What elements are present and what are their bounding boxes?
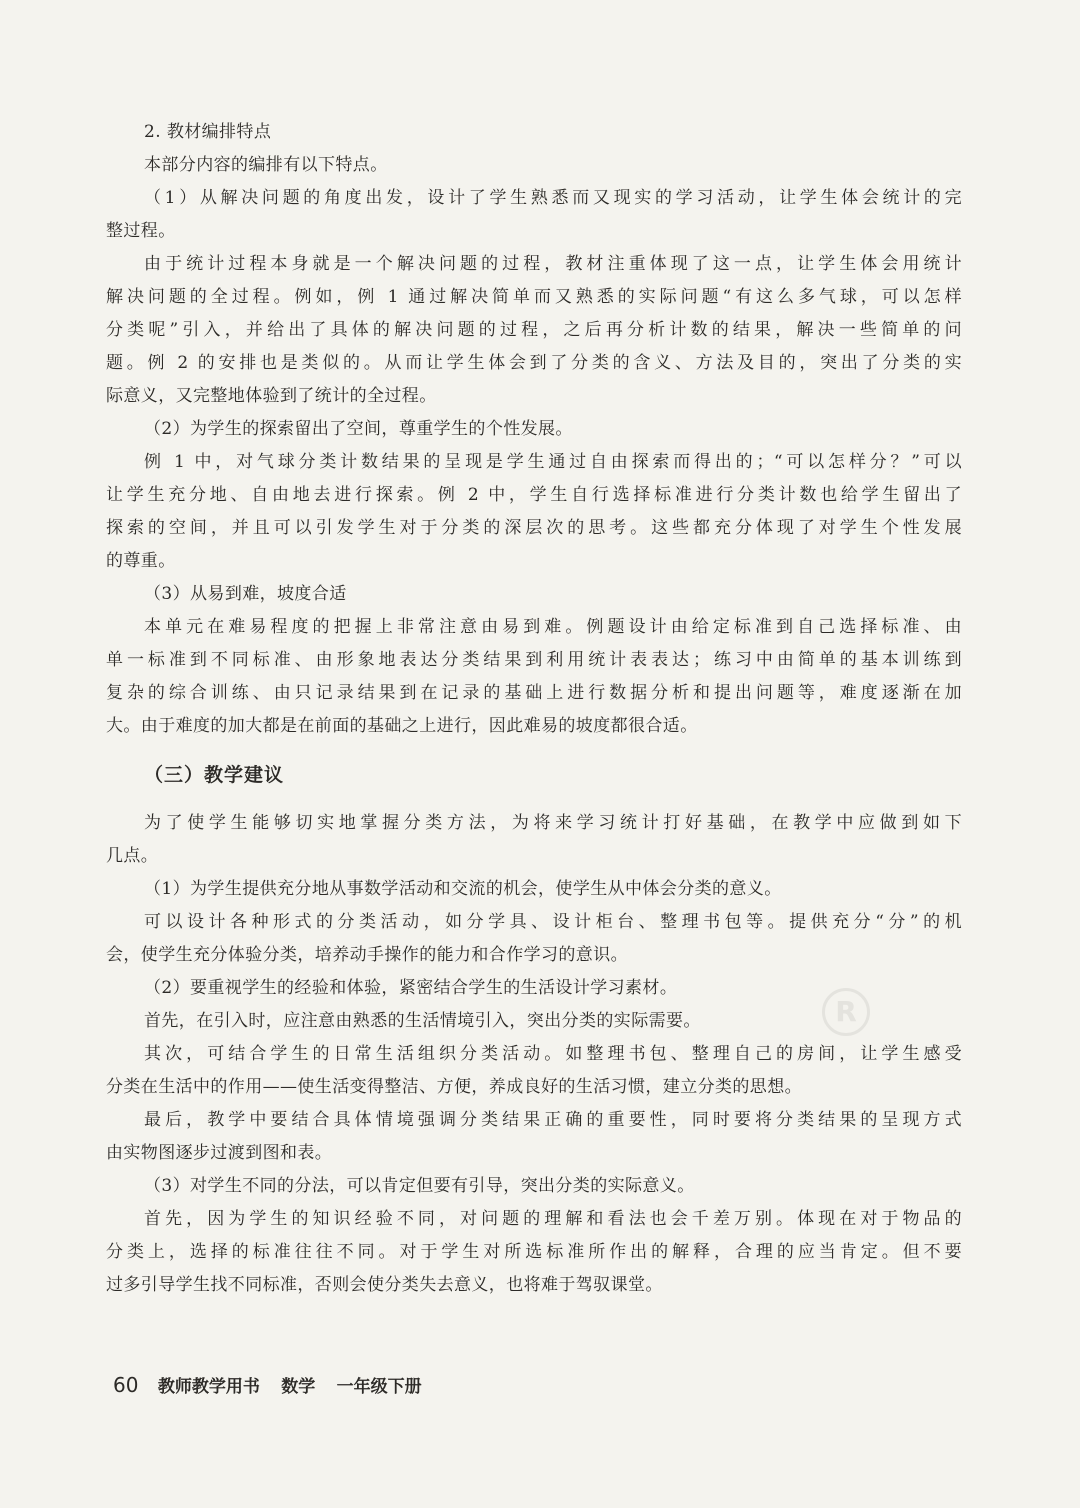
text-line: 为了使学生能够切实地掌握分类方法，为将来学习统计打好基础，在教学中应做到如下	[144, 813, 962, 833]
page-number: 60	[113, 1373, 139, 1397]
text-line: （1）为学生提供充分地从事数学活动和交流的机会，使学生从中体会分类的意义。	[144, 879, 782, 899]
paragraph-point-3-detail	[106, 611, 962, 743]
text-line: 题。例 2 的安排也是类似的。从而让学生体会到了分类的含义、方法及目的，突出了分类的实	[106, 353, 962, 373]
text-line: 际意义，又完整地体验到了统计的全过程。	[106, 386, 437, 406]
paragraph-suggestion-3	[106, 1170, 962, 1203]
text-line: 分类在生活中的作用——使生活变得整洁、方便，养成良好的生活习惯，建立分类的思想。	[106, 1077, 802, 1097]
text-line: （1）从解决问题的角度出发，设计了学生熟悉而又现实的学习活动，让学生体会统计的完	[144, 188, 962, 208]
paragraph-point-2-detail	[106, 446, 962, 578]
paragraph-suggestion-1-detail	[106, 906, 962, 972]
text-line: 例 1 中，对气球分类计数结果的呈现是学生通过自由探索而得出的；“可以怎样分？”可以	[144, 452, 962, 472]
text-line: 首先，在引入时，应注意由熟悉的生活情境引入，突出分类的实际需要。	[144, 1011, 701, 1031]
paragraph-suggestion-2-last	[106, 1104, 962, 1170]
subsection-title: 2. 教材编排特点	[144, 122, 272, 142]
subsection-intro: 本部分内容的编排有以下特点。	[144, 155, 388, 175]
text-line: 解决问题的全过程。例如，例 1 通过解决简单而又熟悉的实际问题“有这么多气球，可以怎样	[106, 287, 962, 307]
paragraph-point-1-detail	[106, 248, 962, 413]
paragraph-suggestion-1	[106, 873, 962, 906]
paragraph-suggestion-3-detail	[106, 1203, 962, 1302]
text-line: 大。由于难度的加大都是在前面的基础之上进行，因此难易的坡度都很合适。	[106, 716, 698, 736]
watermark-symbol: R	[835, 995, 857, 1028]
paragraph-point-1	[106, 182, 962, 248]
text-line: 由实物图逐步过渡到图和表。	[106, 1143, 333, 1163]
paragraph-suggestion-2	[106, 972, 962, 1005]
text-line: 本单元在难易程度的把握上非常注意由易到难。例题设计由给定标准到自己选择标准、由	[144, 617, 962, 637]
text-line: 探索的空间，并且可以引发学生对于分类的深层次的思考。这些都充分体现了对学生个性发展	[106, 518, 962, 538]
page-body	[106, 116, 962, 1302]
text-line: 可以设计各种形式的分类活动，如分学具、设计柜台、整理书包等。提供充分“分”的机	[144, 912, 962, 932]
text-line: （3）对学生不同的分法，可以肯定但要有引导，突出分类的实际意义。	[144, 1176, 695, 1196]
text-line: 复杂的综合训练、由只记录结果到在记录的基础上进行数据分析和提出问题等，难度逐渐在加	[106, 683, 962, 703]
text-line: 会，使学生充分体验分类，培养动手操作的能力和合作学习的意识。	[106, 945, 628, 965]
paragraph-suggestion-2-second	[106, 1038, 962, 1104]
section-heading-teaching-suggestions: （三）教学建议	[144, 764, 285, 786]
text-line: 的尊重。	[106, 551, 176, 571]
text-line: 单一标准到不同标准、由形象地表达分类结果到利用统计表表达；练习中由简单的基本训练到	[106, 650, 962, 670]
text-line: 最后，教学中要结合具体情境强调分类结果正确的重要性，同时要将分类结果的呈现方式	[144, 1110, 962, 1130]
text-line: 让学生充分地、自由地去进行探索。例 2 中，学生自行选择标准进行分类计数也给学生留出了	[106, 485, 962, 505]
text-line: 分类呢”引入，并给出了具体的解决问题的过程，之后再分析计数的结果，解决一些简单的问	[106, 320, 962, 340]
paragraph-point-3	[106, 578, 962, 611]
page-footer	[113, 1372, 422, 1397]
text-line: 首先，因为学生的知识经验不同，对问题的理解和看法也会千差万别。体现在对于物品的	[144, 1209, 962, 1229]
text-line: 几点。	[106, 846, 159, 866]
book-title: 教师教学用书	[157, 1377, 260, 1397]
paragraph-suggestion-intro	[106, 807, 962, 873]
text-line: （2）为学生的探索留出了空间，尊重学生的个性发展。	[144, 419, 573, 439]
text-line: （2）要重视学生的经验和体验，紧密结合学生的生活设计学习素材。	[144, 978, 678, 998]
paragraph-point-2	[106, 413, 962, 446]
text-line: 过多引导学生找不同标准，否则会使分类失去意义，也将难于驾驭课堂。	[106, 1275, 663, 1295]
text-line: 分类上，选择的标准往往不同。对于学生对所选标准所作出的解释，合理的应当肯定。但不要	[106, 1242, 962, 1262]
text-line: （3）从易到难，坡度合适	[144, 584, 347, 604]
text-line: 整过程。	[106, 221, 176, 241]
grade-label: 一年级下册	[336, 1377, 422, 1397]
text-line: 其次，可结合学生的日常生活组织分类活动。如整理书包、整理自己的房间，让学生感受	[144, 1044, 962, 1064]
paragraph-suggestion-2-first	[106, 1005, 962, 1038]
subject-label: 数学	[281, 1377, 316, 1397]
text-line: 由于统计过程本身就是一个解决问题的过程，教材注重体现了这一点，让学生体会用统计	[144, 254, 962, 274]
